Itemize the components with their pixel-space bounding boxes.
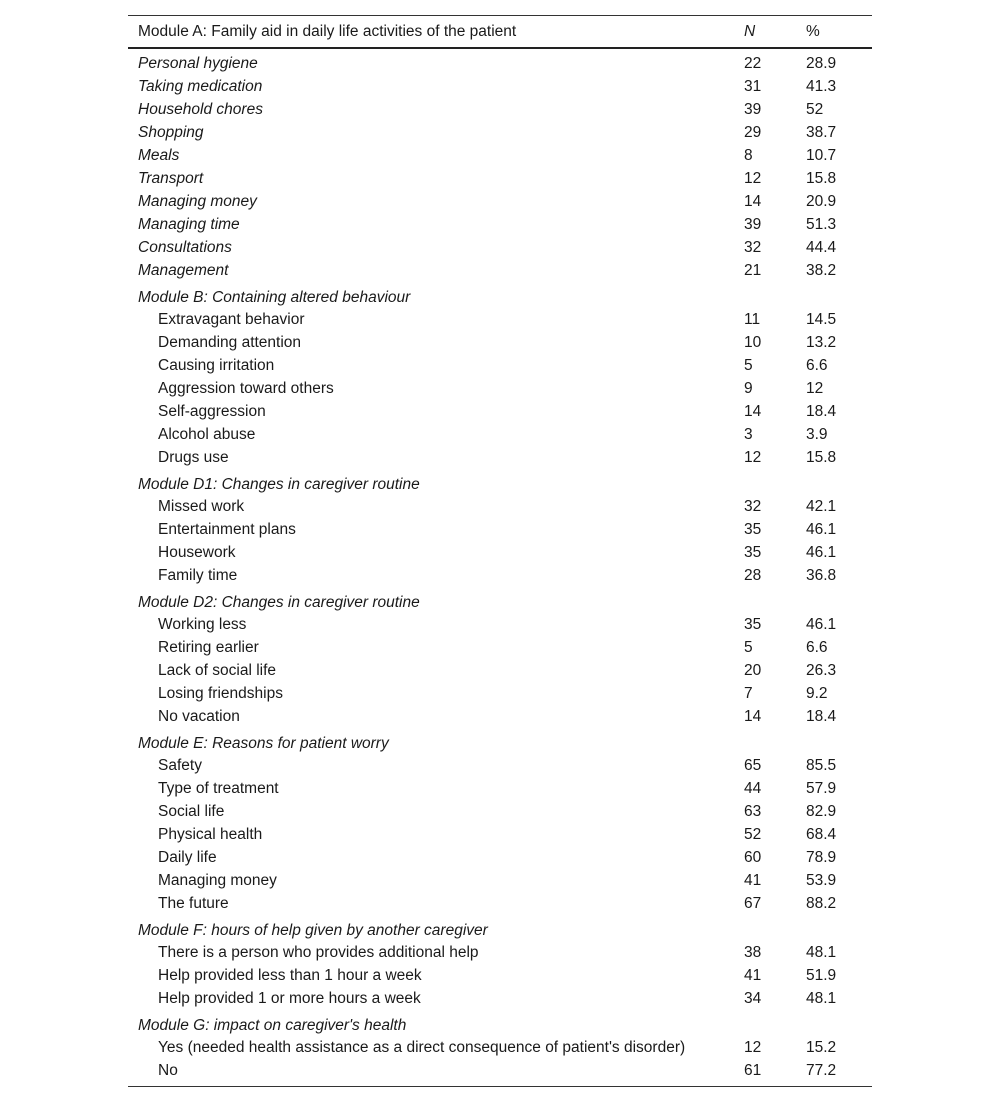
row-percent: 28.9 (806, 54, 837, 72)
row-n: 20 (744, 661, 762, 679)
table-row (128, 613, 872, 636)
table-row (128, 75, 872, 98)
table-row (128, 495, 872, 518)
row-percent: 44.4 (806, 238, 837, 256)
row-label: Losing friendships (158, 684, 283, 702)
table-row (128, 659, 872, 682)
row-n: 3 (744, 425, 753, 443)
row-n: 31 (744, 77, 762, 95)
row-n: 39 (744, 100, 762, 118)
table-row (128, 190, 872, 213)
row-label: Safety (158, 756, 202, 774)
row-percent: 26.3 (806, 661, 837, 679)
table-row (128, 167, 872, 190)
section-title: Module B: Containing altered behaviour (138, 289, 411, 306)
row-percent: 10.7 (806, 146, 837, 164)
row-label: Managing money (158, 871, 277, 889)
row-percent: 53.9 (806, 871, 837, 889)
row-n: 5 (744, 356, 753, 374)
table-row (128, 331, 872, 354)
row-n: 14 (744, 707, 762, 725)
row-n: 8 (744, 146, 753, 164)
row-label: Entertainment plans (158, 520, 296, 538)
row-percent: 48.1 (806, 943, 837, 961)
table-row (128, 1036, 872, 1059)
row-percent: 82.9 (806, 802, 837, 820)
row-n: 65 (744, 756, 762, 774)
row-n: 52 (744, 825, 762, 843)
table-row (128, 354, 872, 377)
row-n: 60 (744, 848, 762, 866)
row-n: 14 (744, 402, 762, 420)
table-row (128, 377, 872, 400)
header-row (128, 16, 872, 49)
row-label: Shopping (138, 123, 204, 141)
table-row (128, 987, 872, 1010)
section-header-row (128, 1010, 872, 1036)
section-title: Module F: hours of help given by another caregiver (138, 922, 488, 939)
row-percent: 52 (806, 100, 824, 118)
row-percent: 46.1 (806, 615, 837, 633)
row-label: Working less (158, 615, 247, 633)
row-label: Retiring earlier (158, 638, 259, 656)
row-label: Causing irritation (158, 356, 275, 374)
row-n: 10 (744, 333, 762, 351)
row-label: Consultations (138, 238, 232, 256)
header-label: Module A: Family aid in daily life activities of the patient (138, 22, 517, 40)
table-row (128, 892, 872, 915)
row-n: 41 (744, 966, 762, 984)
table-header (128, 16, 872, 49)
table-row (128, 308, 872, 331)
section-title: Module E: Reasons for patient worry (138, 735, 389, 752)
row-percent: 48.1 (806, 989, 837, 1007)
row-label: Extravagant behavior (158, 310, 305, 328)
row-label: Yes (needed health assistance as a direct consequence of patient's disorder) (158, 1038, 686, 1056)
table-row (128, 213, 872, 236)
row-percent: 9.2 (806, 684, 828, 702)
row-label: Help provided less than 1 hour a week (158, 966, 422, 984)
table-row (128, 144, 872, 167)
row-n: 32 (744, 497, 762, 515)
row-n: 14 (744, 192, 762, 210)
table-row (128, 823, 872, 846)
table-row (128, 1059, 872, 1087)
table-row (128, 777, 872, 800)
row-percent: 20.9 (806, 192, 837, 210)
row-label: Social life (158, 802, 225, 820)
row-label: Missed work (158, 497, 245, 515)
row-label: Type of treatment (158, 779, 279, 797)
table-body (128, 48, 872, 1087)
row-label: Managing time (138, 215, 240, 233)
table-row (128, 446, 872, 469)
row-percent: 12 (806, 379, 824, 397)
row-n: 29 (744, 123, 762, 141)
header-percent: % (806, 22, 820, 40)
row-label: Housework (158, 543, 236, 561)
row-n: 38 (744, 943, 762, 961)
row-label: Drugs use (158, 448, 229, 466)
row-percent: 42.1 (806, 497, 837, 515)
row-label: No (158, 1061, 178, 1079)
row-percent: 15.8 (806, 169, 837, 187)
table-row (128, 541, 872, 564)
row-n: 22 (744, 54, 762, 72)
row-n: 44 (744, 779, 762, 797)
table-row (128, 564, 872, 587)
row-n: 12 (744, 169, 762, 187)
row-percent: 38.7 (806, 123, 837, 141)
row-percent: 6.6 (806, 638, 828, 656)
table-row (128, 518, 872, 541)
row-label: Taking medication (138, 77, 263, 95)
row-label: Personal hygiene (138, 54, 258, 72)
row-n: 5 (744, 638, 753, 656)
row-percent: 68.4 (806, 825, 837, 843)
row-percent: 77.2 (806, 1061, 837, 1079)
row-percent: 18.4 (806, 402, 837, 420)
row-n: 7 (744, 684, 753, 702)
row-n: 21 (744, 261, 762, 279)
row-n: 39 (744, 215, 762, 233)
table-row (128, 423, 872, 446)
section-header-row (128, 282, 872, 308)
row-label: No vacation (158, 707, 240, 725)
row-label: Physical health (158, 825, 263, 843)
table-row (128, 259, 872, 282)
row-n: 41 (744, 871, 762, 889)
header-n: N (744, 22, 756, 40)
row-label: There is a person who provides additional help (158, 943, 479, 961)
row-percent: 38.2 (806, 261, 837, 279)
caregiver-burden-table (128, 15, 872, 1087)
section-title: Module D2: Changes in caregiver routine (138, 594, 420, 611)
row-n: 28 (744, 566, 762, 584)
row-n: 35 (744, 520, 762, 538)
table-footer-rule (128, 1087, 872, 1088)
row-label: Family time (158, 566, 238, 584)
row-percent: 14.5 (806, 310, 837, 328)
row-label: Meals (138, 146, 180, 164)
row-label: Lack of social life (158, 661, 277, 679)
row-percent: 41.3 (806, 77, 837, 95)
row-n: 9 (744, 379, 753, 397)
row-n: 61 (744, 1061, 762, 1079)
table-row (128, 121, 872, 144)
row-percent: 85.5 (806, 756, 837, 774)
table-row (128, 682, 872, 705)
table-row (128, 964, 872, 987)
row-n: 35 (744, 543, 762, 561)
table-row (128, 846, 872, 869)
row-n: 63 (744, 802, 762, 820)
section-title: Module G: impact on caregiver's health (138, 1017, 407, 1034)
row-percent: 15.2 (806, 1038, 837, 1056)
row-n: 12 (744, 1038, 762, 1056)
section-title: Module D1: Changes in caregiver routine (138, 476, 420, 493)
row-percent: 51.9 (806, 966, 837, 984)
row-label: The future (158, 894, 229, 912)
row-n: 12 (744, 448, 762, 466)
row-label: Self-aggression (158, 402, 266, 420)
row-n: 11 (744, 310, 761, 328)
caregiver-burden-table-container (128, 15, 872, 1087)
table-row (128, 754, 872, 777)
row-percent: 78.9 (806, 848, 837, 866)
row-label: Aggression toward others (158, 379, 334, 397)
table-row (128, 236, 872, 259)
row-n: 35 (744, 615, 762, 633)
table-row (128, 48, 872, 75)
table-row (128, 705, 872, 728)
row-percent: 13.2 (806, 333, 837, 351)
table-row (128, 98, 872, 121)
section-header-row (128, 728, 872, 754)
row-percent: 46.1 (806, 520, 837, 538)
row-percent: 57.9 (806, 779, 837, 797)
row-percent: 36.8 (806, 566, 837, 584)
section-header-row (128, 469, 872, 495)
row-n: 67 (744, 894, 762, 912)
row-percent: 51.3 (806, 215, 837, 233)
row-label: Daily life (158, 848, 217, 866)
row-percent: 3.9 (806, 425, 828, 443)
table-row (128, 941, 872, 964)
row-label: Household chores (138, 100, 263, 118)
row-label: Alcohol abuse (158, 425, 256, 443)
row-label: Help provided 1 or more hours a week (158, 989, 421, 1007)
row-label: Demanding attention (158, 333, 302, 351)
table-row (128, 800, 872, 823)
row-label: Managing money (138, 192, 257, 210)
row-n: 34 (744, 989, 762, 1007)
section-header-row (128, 915, 872, 941)
table-row (128, 636, 872, 659)
row-percent: 15.8 (806, 448, 837, 466)
row-percent: 6.6 (806, 356, 828, 374)
section-header-row (128, 587, 872, 613)
row-label: Management (138, 261, 229, 279)
row-n: 32 (744, 238, 762, 256)
table-row (128, 400, 872, 423)
row-label: Transport (138, 169, 204, 187)
row-percent: 18.4 (806, 707, 837, 725)
row-percent: 46.1 (806, 543, 837, 561)
table-row (128, 869, 872, 892)
row-percent: 88.2 (806, 894, 837, 912)
